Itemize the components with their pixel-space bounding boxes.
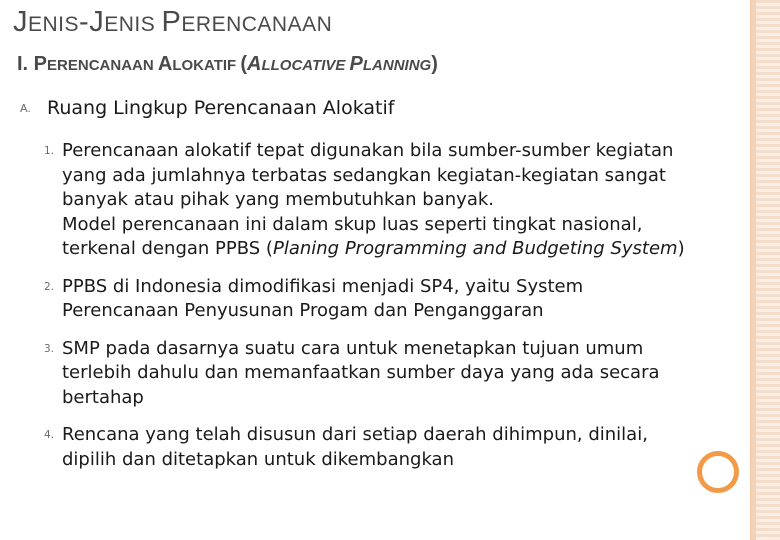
slide-title: JENIS-JENIS PERENCANAAN xyxy=(13,6,333,38)
list-item xyxy=(44,337,754,411)
list-item-number: 1. xyxy=(44,145,55,157)
list-item-line: terlebih dahulu dan memanfaatkan sumber daya yang ada secara xyxy=(62,362,660,383)
list-item-line: Perencanaan alokatif tepat digunakan bila sumber-sumber kegiatan xyxy=(62,140,674,161)
list-item-line: Model perencanaan ini dalam skup luas seperti tingkat nasional, xyxy=(62,213,643,235)
slide-subtitle: I. PERENCANAAN ALOKATIF (ALLOCATIVE PLANNING) xyxy=(17,53,438,75)
section-heading xyxy=(20,97,394,119)
list-item-line: Perencanaan Penyusunan Progam dan Penganggaran xyxy=(62,300,544,321)
list-item-line: yang ada jumlahnya terbatas sedangkan kegiatan-kegiatan sangat xyxy=(62,164,666,186)
list-item-number: 2. xyxy=(44,280,55,293)
list-item-number: 4. xyxy=(44,429,55,441)
list-item-line: terkenal dengan PPBS (Planing Programming and Budgeting System) xyxy=(62,238,685,259)
list-item-number: 3. xyxy=(44,342,55,355)
list-item-line: SMP pada dasarnya suatu cara untuk menetapkan tujuan umum xyxy=(62,337,644,359)
list-item-line: Rencana yang telah disusun dari setiap daerah dihimpun, dinilai, xyxy=(62,424,648,445)
list-item xyxy=(44,275,754,324)
section-marker: A. xyxy=(20,102,31,115)
list-item-line: PPBS di Indonesia dimodifikasi menjadi SP4, yaitu System xyxy=(62,275,584,297)
list-item xyxy=(44,423,754,472)
list-item-line: bertahap xyxy=(62,386,144,408)
list-item xyxy=(44,139,754,262)
section-heading-text: Ruang Lingkup Perencanaan Alokatif xyxy=(47,97,395,119)
ppbs-expansion: Planing Programming and Budgeting System xyxy=(272,238,678,259)
numbered-list xyxy=(44,139,754,485)
list-item-line: dipilih dan ditetapkan untuk dikembangkan xyxy=(62,448,454,470)
list-item-line: banyak atau pihak yang membutuhkan banyak. xyxy=(62,189,494,210)
decorative-side-stripe xyxy=(756,0,780,540)
